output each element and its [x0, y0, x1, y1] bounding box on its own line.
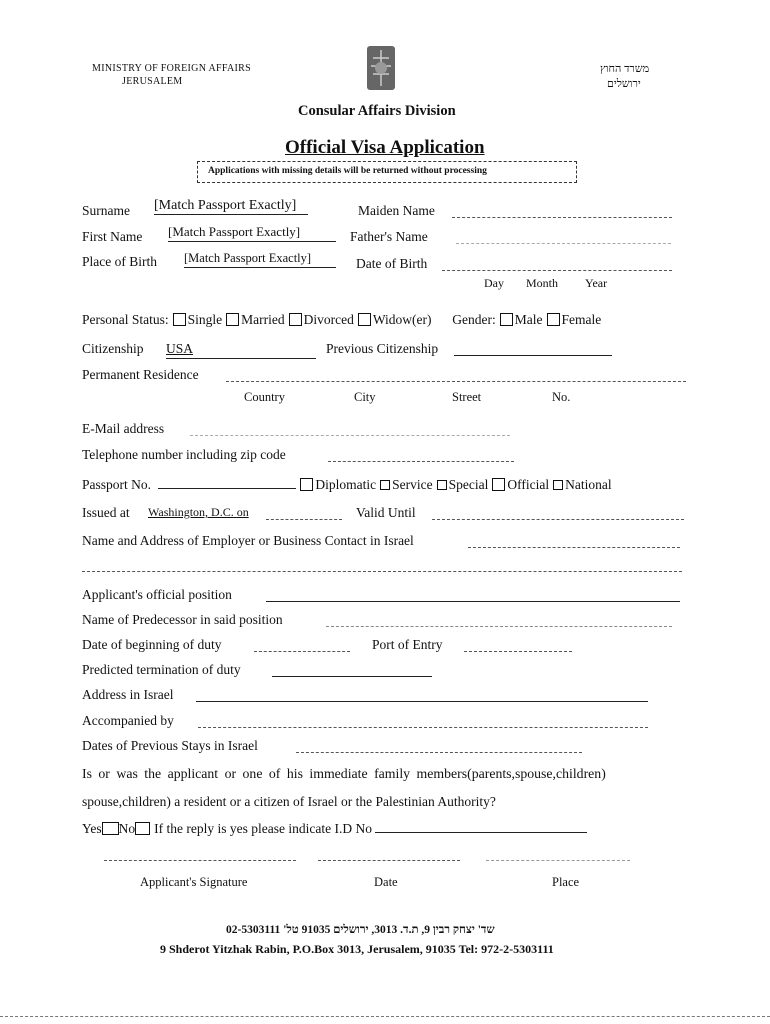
married-label: Married — [241, 312, 285, 327]
father-name-label: Father's Name — [350, 229, 428, 244]
single-checkbox[interactable] — [173, 313, 186, 326]
prev-citizenship-label: Previous Citizenship — [326, 341, 439, 356]
diplomatic-label: Diplomatic — [315, 477, 377, 492]
dob-day-label: Day — [484, 276, 504, 290]
port-of-entry-field[interactable] — [464, 637, 572, 652]
residence-field[interactable] — [226, 367, 686, 382]
signature-place-label: Place — [552, 875, 580, 889]
father-name-field[interactable] — [456, 229, 671, 244]
first-name-value: [Match Passport Exactly] — [168, 224, 301, 239]
passport-row — [82, 476, 612, 493]
issued-value: Washington, D.C. — [148, 505, 234, 519]
yes-no-row — [82, 820, 587, 837]
footer-address-en: 9 Shderot Yitzhak Rabin, P.O.Box 3013, Jerusalem, 91035 Tel: 972-2-5303111 — [160, 942, 554, 956]
id-field[interactable] — [375, 820, 587, 833]
citizenship-label: Citizenship — [82, 341, 144, 356]
signature-label: Applicant's Signature — [140, 875, 248, 889]
dob-year-label: Year — [585, 276, 608, 290]
service-label: Service — [392, 477, 433, 492]
dob-label: Date of Birth — [356, 256, 428, 271]
predecessor-label: Name of Predecessor in said position — [82, 612, 283, 627]
special-checkbox[interactable] — [437, 480, 447, 490]
resident-question-line2: spouse,children) a resident or a citizen of Israel or the Palestinian Authority? — [82, 794, 496, 809]
employer-field-line2[interactable] — [82, 557, 682, 572]
position-field[interactable] — [266, 587, 680, 602]
footer-address-he: שד' יצחק רבין 9, ת.ד. 3013, ירושלים 91035 טל' 02-5303111 — [226, 924, 495, 936]
national-checkbox[interactable] — [553, 480, 563, 490]
resident-question-line1: Is or was the applicant or one of his immediate family members(parents,spouse,children) — [82, 766, 606, 781]
prev-stays-label: Dates of Previous Stays in Israel — [82, 738, 258, 753]
duty-end-field[interactable] — [272, 662, 432, 677]
residence-country-label: Country — [244, 390, 285, 404]
employer-field[interactable] — [468, 533, 680, 548]
maiden-name-label: Maiden Name — [358, 203, 435, 218]
date-line[interactable] — [318, 850, 460, 861]
prev-citizenship-field[interactable] — [454, 341, 612, 356]
yes-label: Yes — [82, 821, 102, 836]
position-label: Applicant's official position — [82, 587, 232, 602]
female-checkbox[interactable] — [547, 313, 560, 326]
phone-field[interactable] — [328, 447, 514, 462]
surname-value: [Match Passport Exactly] — [154, 198, 297, 213]
widow-label: Widow(er) — [372, 312, 432, 327]
ministry-name-he: משרד החוץ — [600, 63, 650, 75]
surname-label: Surname — [82, 203, 130, 218]
dob-month-label: Month — [526, 276, 559, 290]
official-label: Official — [507, 477, 550, 492]
issued-date-field[interactable] — [266, 505, 342, 520]
ministry-city-en: JERUSALEM — [122, 76, 183, 87]
address-israel-label: Address in Israel — [82, 687, 174, 702]
id-label: If the reply is yes please indicate I.D No — [154, 821, 372, 836]
gender-label: Gender: — [452, 312, 496, 327]
state-emblem-icon — [365, 44, 397, 94]
port-of-entry-label: Port of Entry — [372, 637, 443, 652]
single-label: Single — [187, 312, 223, 327]
accompanied-label: Accompanied by — [82, 713, 174, 728]
citizenship-value: USA — [166, 341, 194, 356]
ministry-name-en: MINISTRY OF FOREIGN AFFAIRS — [92, 63, 251, 74]
notice-box — [197, 161, 577, 183]
place-line[interactable] — [486, 850, 630, 861]
place-of-birth-value: [Match Passport Exactly] — [184, 251, 312, 265]
ministry-city-he: ירושלים — [607, 78, 641, 90]
surname-field[interactable] — [154, 196, 308, 215]
no-checkbox[interactable] — [135, 822, 150, 835]
duty-begin-label: Date of beginning of duty — [82, 637, 222, 652]
issued-on-label: on — [236, 505, 249, 519]
page-title: Official Visa Application — [285, 137, 485, 158]
yes-checkbox[interactable] — [102, 822, 119, 835]
division-title: Consular Affairs Division — [298, 103, 456, 119]
bottom-rule — [0, 1016, 770, 1017]
notice-text: Applications with missing details will be returned without processing — [208, 166, 487, 176]
employer-label: Name and Address of Employer or Business Contact in Israel — [82, 533, 414, 548]
place-of-birth-label: Place of Birth — [82, 254, 157, 269]
female-label: Female — [561, 312, 602, 327]
email-field[interactable] — [190, 421, 510, 436]
duty-begin-field[interactable] — [254, 637, 350, 652]
valid-until-label: Valid Until — [356, 505, 416, 520]
email-label: E-Mail address — [82, 421, 165, 436]
signature-line[interactable] — [104, 850, 296, 861]
accompanied-field[interactable] — [198, 713, 648, 728]
official-checkbox[interactable] — [492, 478, 505, 491]
personal-status-label: Personal Status: — [82, 312, 169, 327]
passport-field[interactable] — [158, 476, 296, 489]
male-checkbox[interactable] — [500, 313, 513, 326]
citizenship-field[interactable] — [166, 340, 316, 359]
residence-no-label: No. — [552, 390, 571, 404]
divorced-label: Divorced — [303, 312, 354, 327]
maiden-name-field[interactable] — [452, 203, 672, 218]
issued-field[interactable] — [148, 505, 249, 520]
valid-until-field[interactable] — [432, 505, 684, 520]
service-checkbox[interactable] — [380, 480, 390, 490]
predecessor-field[interactable] — [326, 612, 672, 627]
first-name-field[interactable] — [168, 223, 336, 242]
prev-stays-field[interactable] — [296, 738, 582, 753]
personal-status-row — [82, 312, 601, 328]
diplomatic-checkbox[interactable] — [300, 478, 313, 491]
issued-label: Issued at — [82, 505, 130, 520]
place-of-birth-field[interactable] — [184, 249, 336, 268]
residence-street-label: Street — [452, 390, 482, 404]
no-label: No — [118, 821, 136, 836]
passport-label: Passport No. — [82, 477, 152, 492]
signature-date-label: Date — [374, 875, 398, 889]
special-label: Special — [448, 477, 489, 492]
phone-label: Telephone number including zip code — [82, 447, 286, 462]
national-label: National — [565, 477, 612, 492]
dob-field[interactable] — [442, 256, 672, 271]
residence-city-label: City — [354, 390, 376, 404]
male-label: Male — [514, 312, 543, 327]
duty-end-label: Predicted termination of duty — [82, 662, 241, 677]
divorced-checkbox[interactable] — [289, 313, 302, 326]
residence-label: Permanent Residence — [82, 367, 199, 382]
widow-checkbox[interactable] — [358, 313, 371, 326]
first-name-label: First Name — [82, 229, 143, 244]
married-checkbox[interactable] — [226, 313, 239, 326]
address-israel-field[interactable] — [196, 687, 648, 702]
